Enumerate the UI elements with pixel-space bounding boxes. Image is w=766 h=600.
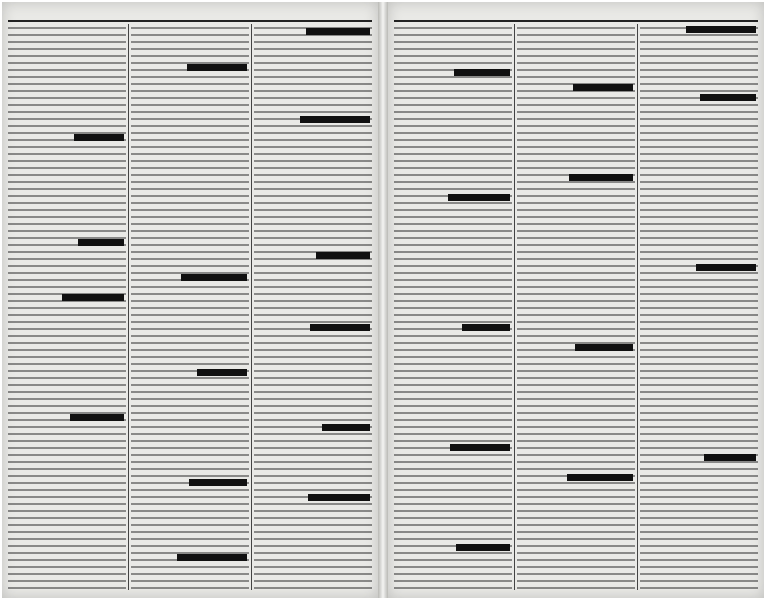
text-column [394,24,512,590]
section-heading [189,479,247,486]
newspaper-spread [2,2,764,598]
section-heading [322,424,370,431]
page-gutter [378,2,388,598]
page-header [394,6,758,22]
section-heading [575,344,633,351]
section-heading [70,414,124,421]
section-heading [306,28,370,35]
section-heading [177,554,247,561]
newspaper-page-left [2,2,378,598]
section-heading [686,26,756,33]
section-heading [704,454,756,461]
section-heading [450,444,510,451]
text-columns [394,24,758,590]
text-column [254,24,372,590]
section-heading [696,264,756,271]
section-heading [187,64,247,71]
section-heading [316,252,370,259]
section-heading [448,194,510,201]
section-heading [700,94,756,101]
text-column [8,24,126,590]
text-columns [8,24,372,590]
newspaper-page-right [388,2,764,598]
section-heading [454,69,510,76]
section-heading [197,369,247,376]
section-heading [462,324,510,331]
section-heading [308,494,370,501]
section-heading [78,239,124,246]
text-column [640,24,758,590]
section-heading [573,84,633,91]
page-header [8,6,372,22]
section-heading [569,174,633,181]
text-column [131,24,249,590]
section-heading [74,134,124,141]
section-heading [567,474,633,481]
section-heading [310,324,370,331]
section-heading [456,544,510,551]
column-rule [637,24,638,590]
text-column [517,24,635,590]
column-rule [128,24,129,590]
section-heading [62,294,124,301]
section-heading [181,274,247,281]
column-rule [251,24,252,590]
section-heading [300,116,370,123]
column-rule [514,24,515,590]
